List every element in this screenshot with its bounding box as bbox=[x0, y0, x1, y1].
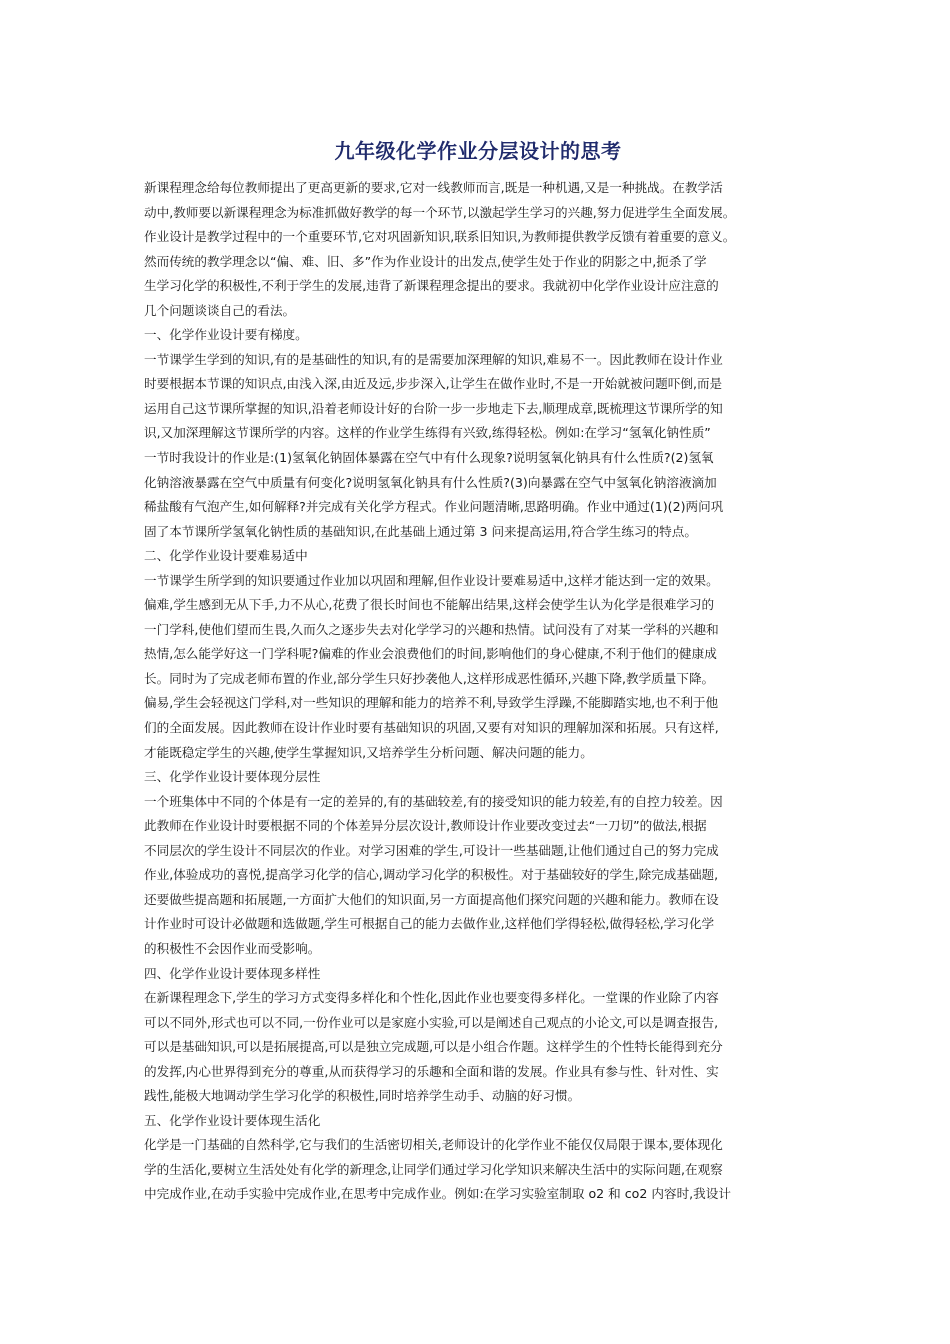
text-line: 动中,教师要以新课程理念为标准抓做好教学的每一个环节,以激起学生学习的兴趣,努力促进学生全面发展。 bbox=[144, 204, 736, 220]
text-line: 新课程理念给每位教师提出了更高更新的要求,它对一线教师而言,既是一种机遇,又是一种挑战。在教学活 bbox=[144, 180, 723, 195]
text-line: 热情,怎么能学好这一门学科呢?偏难的作业会浪费他们的时间,影响他们的身心健康,不利于他们的健康成 bbox=[144, 646, 717, 662]
text-line: 不同层次的学生设计不同层次的作业。对学习困难的学生,可设计一些基础题,让他们通过自己的努力完成 bbox=[144, 842, 719, 858]
text-line: 识,又加深理解这节课所学的内容。这样的作业学生练得有兴致,练得轻松。例如:在学习“氢氧化钠性质” bbox=[144, 425, 711, 441]
text-line: 可以是基础知识,可以是拓展提高,可以是独立完成题,可以是小组合作题。这样学生的个性特长能得到充分 bbox=[144, 1039, 723, 1055]
text-line: 计作业时可设计必做题和选做题,学生可根据自己的能力去做作业,这样他们学得轻松,做得轻松,学习化学 bbox=[144, 916, 715, 932]
text-line: 践性,能极大地调动学生学习化学的积极性,同时培养学生动手、动脑的好习惯。 bbox=[144, 1088, 581, 1104]
text-line: 五、化学作业设计要体现生活化 bbox=[144, 1112, 321, 1128]
text-line: 一门学科,使他们望而生畏,久而久之逐步失去对化学学习的兴趣和热情。试问没有了对某一学科的兴趣和 bbox=[144, 621, 719, 637]
text-line: 还要做些提高题和拓展题,一方面扩大他们的知识面,另一方面提高他们探究问题的兴趣和能力。教师在设 bbox=[144, 891, 719, 907]
text-line: 二、化学作业设计要难易适中 bbox=[144, 548, 308, 564]
text-line: 一个班集体中不同的个体是有一定的差异的,有的基础较差,有的接受知识的能力较差,有的自控力较差。因 bbox=[144, 793, 723, 809]
text-line: 化钠溶液暴露在空气中质量有何变化?说明氢氧化钠具有什么性质?(3)向暴露在空气中氢氧化钠溶液滴加 bbox=[144, 474, 717, 490]
text-line: 然而传统的教学理念以“偏、难、旧、多”作为作业设计的出发点,使学生处于作业的阴影之中,扼杀了学 bbox=[144, 253, 707, 269]
text-line: 时要根据本节课的知识点,由浅入深,由近及远,步步深入,让学生在做作业时,不是一开始就被问题吓倒,而是 bbox=[144, 376, 723, 392]
text-line: 们的全面发展。因此教师在设计作业时要有基础知识的巩固,又要有对知识的理解加深和拓展。只有这样, bbox=[144, 720, 719, 736]
text-line: 生学习化学的积极性,不利于学生的发展,违背了新课程理念提出的要求。我就初中化学作业设计应注意的 bbox=[144, 278, 719, 294]
text-line: 稀盐酸有气泡产生,如何解释?并完成有关化学方程式。作业问题清晰,思路明确。作业中通过(1)(2)两问巩 bbox=[144, 499, 724, 515]
text-line: 一、化学作业设计要有梯度。 bbox=[144, 327, 308, 343]
text-line: 四、化学作业设计要体现多样性 bbox=[144, 965, 321, 981]
document-body bbox=[144, 176, 812, 1207]
document-page bbox=[144, 136, 812, 1207]
text-line: 一节课学生所学到的知识要通过作业加以巩固和理解,但作业设计要难易适中,这样才能达到一定的效果。 bbox=[144, 572, 719, 588]
text-line: 固了本节课所学氢氧化钠性质的基础知识,在此基础上通过第 3 问来提高运用,符合学生练习的特点。 bbox=[144, 523, 697, 539]
text-line: 才能既稳定学生的兴趣,使学生掌握知识,又培养学生分析问题、解决问题的能力。 bbox=[144, 744, 593, 760]
text-line: 化学是一门基础的自然科学,它与我们的生活密切相关,老师设计的化学作业不能仅仅局限于课本,要体现化 bbox=[144, 1137, 723, 1153]
document-title: 九年级化学作业分层设计的思考 bbox=[334, 139, 622, 163]
text-line: 在新课程理念下,学生的学习方式变得多样化和个性化,因此作业也要变得多样化。一堂课的作业除了内容 bbox=[144, 990, 719, 1006]
text-line: 的发挥,内心世界得到充分的尊重,从而获得学习的乐趣和全面和谐的发展。作业具有参与性、针对性、实 bbox=[144, 1063, 719, 1079]
text-line: 可以不同外,形式也可以不同,一份作业可以是家庭小实验,可以是阐述自己观点的小论文,可以是调查报告, bbox=[144, 1014, 719, 1030]
text-line: 此教师在作业设计时要根据不同的个体差异分层次设计,教师设计作业要改变过去“一刀切”的做法,根据 bbox=[144, 818, 707, 834]
text-line: 作业设计是教学过程中的一个重要环节,它对巩固新知识,联系旧知识,为教师提供教学反馈有着重要的意义。 bbox=[144, 229, 736, 245]
text-line: 偏难,学生感到无从下手,力不从心,花费了很长时间也不能解出结果,这样会使学生认为化学是很难学习的 bbox=[144, 597, 715, 613]
text-line: 三、化学作业设计要体现分层性 bbox=[144, 769, 321, 785]
text-line: 长。同时为了完成老师布置的作业,部分学生只好抄袭他人,这样形成恶性循环,兴趣下降,教学质量下降。 bbox=[144, 670, 715, 686]
text-line: 作业,体验成功的喜悦,提高学习化学的信心,调动学习化学的积极性。对于基础较好的学生,除完成基础题, bbox=[144, 867, 719, 883]
text-line: 中完成作业,在动手实验中完成作业,在思考中完成作业。例如:在学习实验室制取 o2 和 co2 内容时,我设计 bbox=[144, 1186, 731, 1202]
text-line: 的积极性不会因作业而受影响。 bbox=[144, 940, 321, 956]
text-line: 几个问题谈谈自己的看法。 bbox=[144, 302, 296, 318]
text-line: 学的生活化,要树立生活处处有化学的新理念,让同学们通过学习化学知识来解决生活中的实际问题,在观察 bbox=[144, 1161, 723, 1177]
text-line: 偏易,学生会轻视这门学科,对一些知识的理解和能力的培养不利,导致学生浮躁,不能脚踏实地,也不利于他 bbox=[144, 695, 719, 711]
text-line: 一节时我设计的作业是:(1)氢氧化钠固体暴露在空气中有什么现象?说明氢氧化钠具有什么性质?(2)氢氧 bbox=[144, 450, 714, 466]
text-line: 一节课学生学到的知识,有的是基础性的知识,有的是需要加深理解的知识,难易不一。因此教师在设计作业 bbox=[144, 351, 723, 367]
text-line: 运用自己这节课所掌握的知识,沿着老师设计好的台阶一步一步地走下去,顺理成章,既梳理这节课所学的知 bbox=[144, 400, 723, 416]
